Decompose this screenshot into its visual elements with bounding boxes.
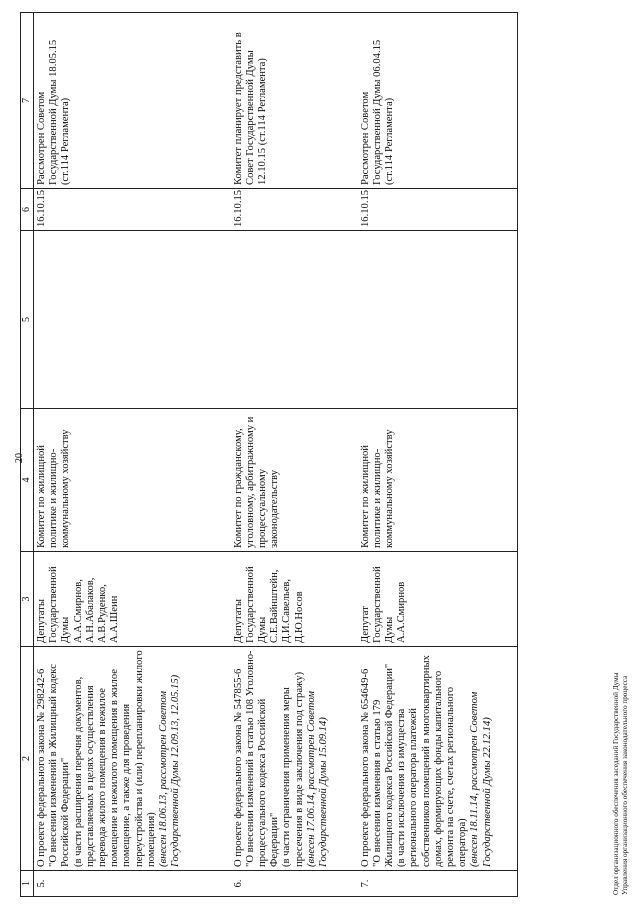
col-header-5: 5 <box>21 231 34 409</box>
col-header-1: 1 <box>21 871 34 897</box>
bill-scope: (в части ограничения применения меры пресечения в виде заключения под стражу) <box>281 671 305 867</box>
row-number: 5. <box>34 871 231 897</box>
bill-status: Рассмотрен Советом Государственной Думы 18.05.15 (ст.114 Регламента) <box>34 13 231 189</box>
footer-line-2: Управления организационного обеспечения законодательного процесса <box>620 675 629 895</box>
bill-title: О проекте федерального закона № 547855-6 <box>232 668 244 867</box>
table-row <box>358 13 518 897</box>
review-date: 16.10.15 <box>358 189 518 231</box>
bill-authors: Депутат Государственной Думы А.А.Смирнов <box>358 552 518 647</box>
bill-title: О проекте федерального закона № 654649-6 <box>359 668 371 867</box>
row-number: 6. <box>231 871 358 897</box>
bill-name: "О внесении изменений в Жилищный кодекс Российской Федерации" <box>48 664 72 867</box>
column-5-cell <box>358 231 518 409</box>
bills-table <box>20 12 518 897</box>
footer-department <box>612 672 629 895</box>
table-row <box>34 13 231 897</box>
bill-note: (внесен 18.06.13, рассмотрен Советом Государственной Думы 12.09.13, 12.05.15) <box>158 674 182 867</box>
column-5-cell <box>34 231 231 409</box>
responsible-committee: Комитет по жилищной политике и жилищно-коммунальному хозяйству <box>358 409 518 552</box>
bill-description <box>358 647 518 871</box>
footer-line-1: Отдел организационного обеспечения заседаний Государственной Думы <box>612 672 620 895</box>
bill-description <box>34 647 231 871</box>
col-header-3: 3 <box>21 552 34 647</box>
bill-authors: Депутаты Государственной Думы А.А.Смирнов, А.Н.Абалаков, А.В.Руденко, А.А.Шеин <box>34 552 231 647</box>
bill-status: Комитет планирует представить в Совет Государственной Думы 12.10.15 (ст.114 Регламента) <box>231 13 358 189</box>
column-5-cell <box>231 231 358 409</box>
review-date: 16.10.15 <box>34 189 231 231</box>
bill-scope: (в части исключения из имущества регионального оператора платежей собственников помещений в многоквартирных домах, формирующих фонды капитального ремонта на счете, счетах регионального оператора) <box>396 655 469 867</box>
bill-name: "О внесении изменения в статью 179 Жилищного кодекса Российской Федерации" <box>371 663 395 867</box>
review-date: 16.10.15 <box>231 189 358 231</box>
responsible-committee: Комитет по жилищной политике и жилищно-коммунальному хозяйству <box>34 409 231 552</box>
table-row <box>231 13 358 897</box>
bill-status: Рассмотрен Советом Государственной Думы 06.04.15 (ст.114 Регламента) <box>358 13 518 189</box>
responsible-committee: Комитет по гражданскому, уголовному, арбитражному и процессуальному законодательству <box>231 409 358 552</box>
bill-authors: Депутаты Государственной Думы С.Е.Вайнштейн, Д.И.Савельев, Д.Ю.Носов <box>231 552 358 647</box>
bill-description <box>231 647 358 871</box>
col-header-2: 2 <box>21 647 34 871</box>
col-header-7: 7 <box>21 13 34 189</box>
col-header-6: 6 <box>21 189 34 231</box>
row-number: 7. <box>358 871 518 897</box>
bill-scope: (в части расширения перечня документов, представляемых в целях осуществления перевода жилого помещения в нежилое помещение и нежилого помещения в жилое помещение, а также для проведения переустройства и (или) перепланировки жилого помещения) <box>72 650 157 867</box>
page-number: 20 <box>14 453 25 463</box>
col-header-4: 4 <box>21 409 34 552</box>
bill-note: (внесен 18.11.14, рассмотрен Советом Государственной Думы 22.12.14) <box>469 691 493 867</box>
bill-note: (внесен 17.06.14, рассмотрен Советом Государственной Думы 15.09.14) <box>305 691 329 867</box>
column-number-header <box>21 13 34 897</box>
bill-title: О проекте федерального закона № 298242-6 <box>36 668 47 867</box>
bill-name: "О внесении изменений в статью 108 Уголовно-процессуального кодекса Российской Федерации" <box>244 650 281 867</box>
